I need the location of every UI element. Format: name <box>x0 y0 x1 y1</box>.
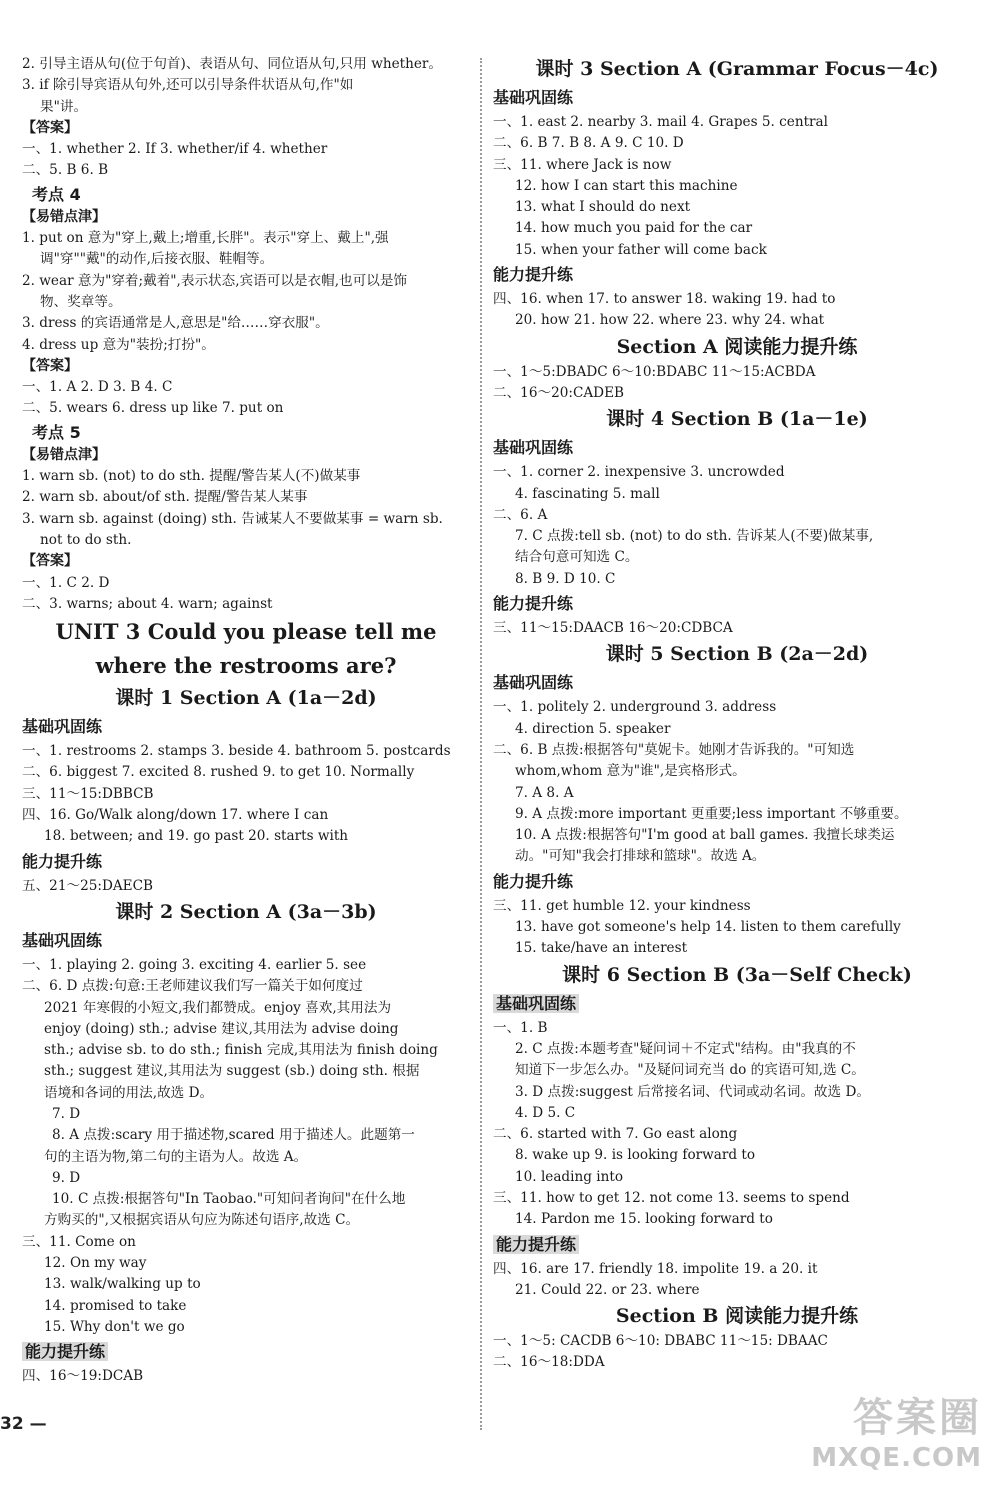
answer-line-cont: 4. D 5. C <box>515 1104 576 1121</box>
answer-line: 2. wear 意为"穿着;戴着",表示状态,宾语可以是衣帽,也可以是饰 <box>22 272 408 289</box>
section-label: 基础巩固练 <box>22 717 103 737</box>
answer-line-cont: 10. leading into <box>515 1168 624 1185</box>
lesson-title: Section B 阅读能力提升练 <box>615 1305 859 1328</box>
answer-line-cont: 方购买的",又根据宾语从句应为陈述句语序,故选 C。 <box>44 1212 360 1229</box>
answer-line: 二、16～20:CADEB <box>493 384 624 401</box>
answer-line: 2. warn sb. about/of sth. 提醒/警告某人某事 <box>22 489 308 506</box>
answer-line-cont: 12. how I can start this machine <box>515 177 738 194</box>
lesson-title: 课时 6 Section B (3a－Self Check) <box>562 963 912 986</box>
answer-line: 三、11. get humble 12. your kindness <box>493 897 751 914</box>
answer-line-cont: 10. C 点拨:根据答句"In Taobao."可知问者询问"在什么地 <box>52 1191 406 1208</box>
column-divider <box>480 58 482 1430</box>
answer-line-cont: 9. D <box>52 1169 81 1186</box>
unit-title: where the restrooms are? <box>95 653 397 679</box>
section-label: 能力提升练 <box>493 265 574 285</box>
answer-line: 三、11. Come on <box>22 1233 136 1250</box>
lesson-title: Section A 阅读能力提升练 <box>616 335 858 358</box>
answer-line-cont: enjoy (doing) sth.; advise 建议,其用法为 advise doing <box>44 1020 399 1037</box>
answer-line: 一、1. B <box>493 1019 548 1036</box>
answer-line: 4. dress up 意为"装扮;打扮"。 <box>22 336 215 353</box>
exam-point-heading: 考点 5 <box>32 422 81 442</box>
answer-line: 二、5. wears 6. dress up like 7. put on <box>22 400 284 417</box>
answer-line-cont: 2. C 点拨:本题考查"疑问词＋不定式"结构。由"我真的不 <box>515 1040 856 1057</box>
watermark-text: 答案圈 <box>853 1395 982 1441</box>
answer-line-cont: 4. fascinating 5. mall <box>515 485 660 502</box>
right-column <box>493 54 981 1374</box>
section-label: 能力提升练 <box>22 851 103 871</box>
answer-line-cont: 2021 年寒假的小短文,我们都赞成。enjoy 喜欢,其用法为 <box>44 999 392 1016</box>
answer-line: 一、1. east 2. nearby 3. mail 4. Grapes 5. central <box>493 114 828 130</box>
answer-line: 三、11. where Jack is now <box>493 156 672 173</box>
unit-title: UNIT 3 Could you please tell me <box>55 619 437 645</box>
answer-line-cont: 语境和各词的用法,故选 D。 <box>44 1084 214 1101</box>
bracket-heading: 【易错点津】 <box>22 446 106 463</box>
bracket-heading: 【答案】 <box>22 357 78 374</box>
answer-line: 二、3. warns; about 4. warn; against <box>22 595 273 612</box>
section-label: 基础巩固练 <box>493 438 574 458</box>
answer-line-cont: 9. A 点拨:more important 更重要;less important 不够重要。 <box>515 805 908 822</box>
answer-line-cont: 14. Pardon me 15. looking forward to <box>515 1211 773 1228</box>
answer-line: 2. 引导主语从句(位于句首)、表语从句、同位语从句,只用 whether。 <box>22 56 442 72</box>
left-column <box>22 54 470 1388</box>
answer-line-cont: 7. A 8. A <box>515 784 574 801</box>
answer-line: 二、6. A <box>493 506 548 523</box>
answer-line-cont: 20. how 21. how 22. where 23. why 24. what <box>515 312 825 329</box>
answer-line-cont: 18. between; and 19. go past 20. starts with <box>44 828 349 845</box>
answer-line-cont: 4. direction 5. speaker <box>515 720 671 737</box>
answer-line-cont: 10. A 点拨:根据答句"I'm good at ball games. 我擅长球类运 <box>515 827 895 844</box>
answer-line-cont: 8. B 9. D 10. C <box>515 570 616 587</box>
answer-line-cont: 结合句意可知选 C。 <box>515 549 639 566</box>
answer-line: 四、16～19:DCAB <box>22 1368 144 1385</box>
section-label-text: 能力提升练 <box>22 1342 108 1361</box>
answer-line: 一、1. corner 2. inexpensive 3. uncrowded <box>493 464 785 481</box>
section-label <box>493 991 981 1017</box>
watermark-url: MXQE.COM <box>811 1443 982 1473</box>
answer-line: 3. warn sb. against (doing) sth. 告诫某人不要做某事 = warn sb. <box>22 510 443 527</box>
answer-line-cont: 句的主语为物,第二句的主语为人。故选 A。 <box>44 1148 308 1165</box>
section-label: 基础巩固练 <box>493 673 574 693</box>
answer-line-cont: 13. what I should do next <box>515 199 691 216</box>
answer-line-cont: 物、奖章等。 <box>40 293 122 310</box>
exam-point-heading: 考点 4 <box>32 184 81 204</box>
answer-line-cont: not to do sth. <box>40 531 132 548</box>
lesson-title: 课时 2 Section A (3a－3b) <box>115 900 377 923</box>
bracket-heading: 【易错点津】 <box>22 208 106 225</box>
answer-line-cont: 13. walk/walking up to <box>44 1276 201 1293</box>
answer-line-cont: 8. wake up 9. is looking forward to <box>515 1147 756 1164</box>
lesson-title: 课时 1 Section A (1a－2d) <box>115 687 377 710</box>
answer-line-cont: sth.; suggest 建议,其用法为 suggest (sb.) doing sth. 根据 <box>44 1063 420 1080</box>
answer-line-cont: 21. Could 22. or 23. where <box>515 1281 700 1298</box>
bracket-heading: 【答案】 <box>22 553 78 570</box>
section-label: 基础巩固练 <box>493 88 574 107</box>
answer-line-cont: 知道下一步怎么办。"及疑问词充当 do 的宾语可知,选 C。 <box>515 1062 865 1079</box>
answer-line-cont: 13. have got someone's help 14. listen to them carefully <box>515 919 901 936</box>
lesson-title: 课时 4 Section B (1a－1e) <box>606 408 868 431</box>
answer-line: 一、1. A 2. D 3. B 4. C <box>22 379 173 396</box>
answer-line: 1. put on 意为"穿上,戴上;增重,长胖"。表示"穿上、戴上",强 <box>22 230 389 247</box>
answer-line-cont: 动。"可知"我会打排球和篮球"。故选 A。 <box>515 848 766 865</box>
answer-line: 1. warn sb. (not) to do sth. 提醒/警告某人(不)做某事 <box>22 468 361 485</box>
answer-line-cont: sth.; advise sb. to do sth.; finish 完成,其用法为 finish doing <box>44 1042 438 1059</box>
answer-line-cont: 7. D <box>52 1105 81 1122</box>
answer-line: 一、1. restrooms 2. stamps 3. beside 4. bathroom 5. postcards <box>22 743 451 760</box>
answer-line: 三、11. how to get 12. not come 13. seems to spend <box>493 1189 850 1206</box>
section-label: 能力提升练 <box>493 871 574 891</box>
section-label: 能力提升练 <box>493 594 574 614</box>
answer-line-cont: 果"讲。 <box>40 98 88 115</box>
answer-line: 一、1. politely 2. underground 3. address <box>493 699 777 716</box>
answer-line: 二、16～18:DDA <box>493 1354 605 1371</box>
answer-line-cont: 15. Why don't we go <box>44 1318 185 1335</box>
answer-line-cont: 14. promised to take <box>44 1297 187 1314</box>
answer-line: 一、1～5:DBADC 6～10:BDABC 11～15:ACBDA <box>493 363 816 380</box>
answer-line-cont: 15. take/have an interest <box>515 940 688 957</box>
answer-line: 一、1. whether 2. If 3. whether/if 4. whether <box>22 141 328 158</box>
answer-line: 二、6. B 点拨:根据答句"莫妮卡。她刚才告诉我的。"可知选 <box>493 741 855 758</box>
answer-line: 五、21～25:DAECB <box>22 877 153 894</box>
answer-line: 3. if 除引导宾语从句外,还可以引导条件状语从句,作"如 <box>22 77 354 94</box>
answer-line: 二、6. started with 7. Go east along <box>493 1126 738 1143</box>
watermark-logo <box>811 1386 982 1473</box>
section-label: 基础巩固练 <box>22 930 103 950</box>
answer-line-cont: 调"穿""戴"的动作,后接衣服、鞋帽等。 <box>40 251 274 268</box>
section-label <box>493 1232 981 1258</box>
answer-line-cont: whom,whom 意为"谁",是宾格形式。 <box>515 763 746 780</box>
bracket-heading: 【答案】 <box>22 119 78 136</box>
page-number: 32 — <box>0 1414 47 1434</box>
answer-line: 四、16. when 17. to answer 18. waking 19. had to <box>493 291 836 308</box>
answer-line: 二、6. B 7. B 8. A 9. C 10. D <box>493 135 684 152</box>
answer-line-cont: 8. A 点拨:scary 用于描述物,scared 用于描述人。此题第一 <box>52 1127 415 1144</box>
answer-line: 二、6. biggest 7. excited 8. rushed 9. to get 10. Normally <box>22 764 415 781</box>
answer-line: 3. dress 的宾语通常是人,意思是"给……穿衣服"。 <box>22 315 329 332</box>
answer-line: 一、1. playing 2. going 3. exciting 4. earlier 5. see <box>22 956 367 973</box>
answer-line: 四、16. Go/Walk along/down 17. where I can <box>22 807 329 824</box>
answer-line: 二、5. B 6. B <box>22 162 109 179</box>
lesson-title: 课时 5 Section B (2a－2d) <box>605 643 869 666</box>
answer-line-cont: 14. how much you paid for the car <box>515 220 753 237</box>
answer-line: 四、16. are 17. friendly 18. impolite 19. a 20. it <box>493 1260 818 1277</box>
section-label <box>22 1339 470 1365</box>
section-label-text: 能力提升练 <box>493 1235 579 1254</box>
answer-line: 一、1～5: CACDB 6～10: DBABC 11～15: DBAAC <box>493 1333 828 1350</box>
answer-line-cont: 12. On my way <box>44 1255 147 1272</box>
section-label-text: 基础巩固练 <box>493 994 579 1013</box>
answer-line-cont: 15. when your father will come back <box>515 241 767 258</box>
lesson-title: 课时 3 Section A (Grammar Focus－4c) <box>535 58 939 80</box>
answer-line: 二、6. D 点拨:句意:王老师建议我们写一篇关于如何度过 <box>22 978 363 995</box>
answer-line: 三、11～15:DAACB 16～20:CDBCA <box>493 620 733 637</box>
answer-line-cont: 3. D 点拨:suggest 后常接名词、代词或动名词。故选 D。 <box>515 1083 870 1100</box>
answer-line: 三、11～15:DBBCB <box>22 785 154 802</box>
answer-line-cont: 7. C 点拨:tell sb. (not) to do sth. 告诉某人(不要)做某事, <box>515 528 874 545</box>
answer-line: 一、1. C 2. D <box>22 574 110 591</box>
